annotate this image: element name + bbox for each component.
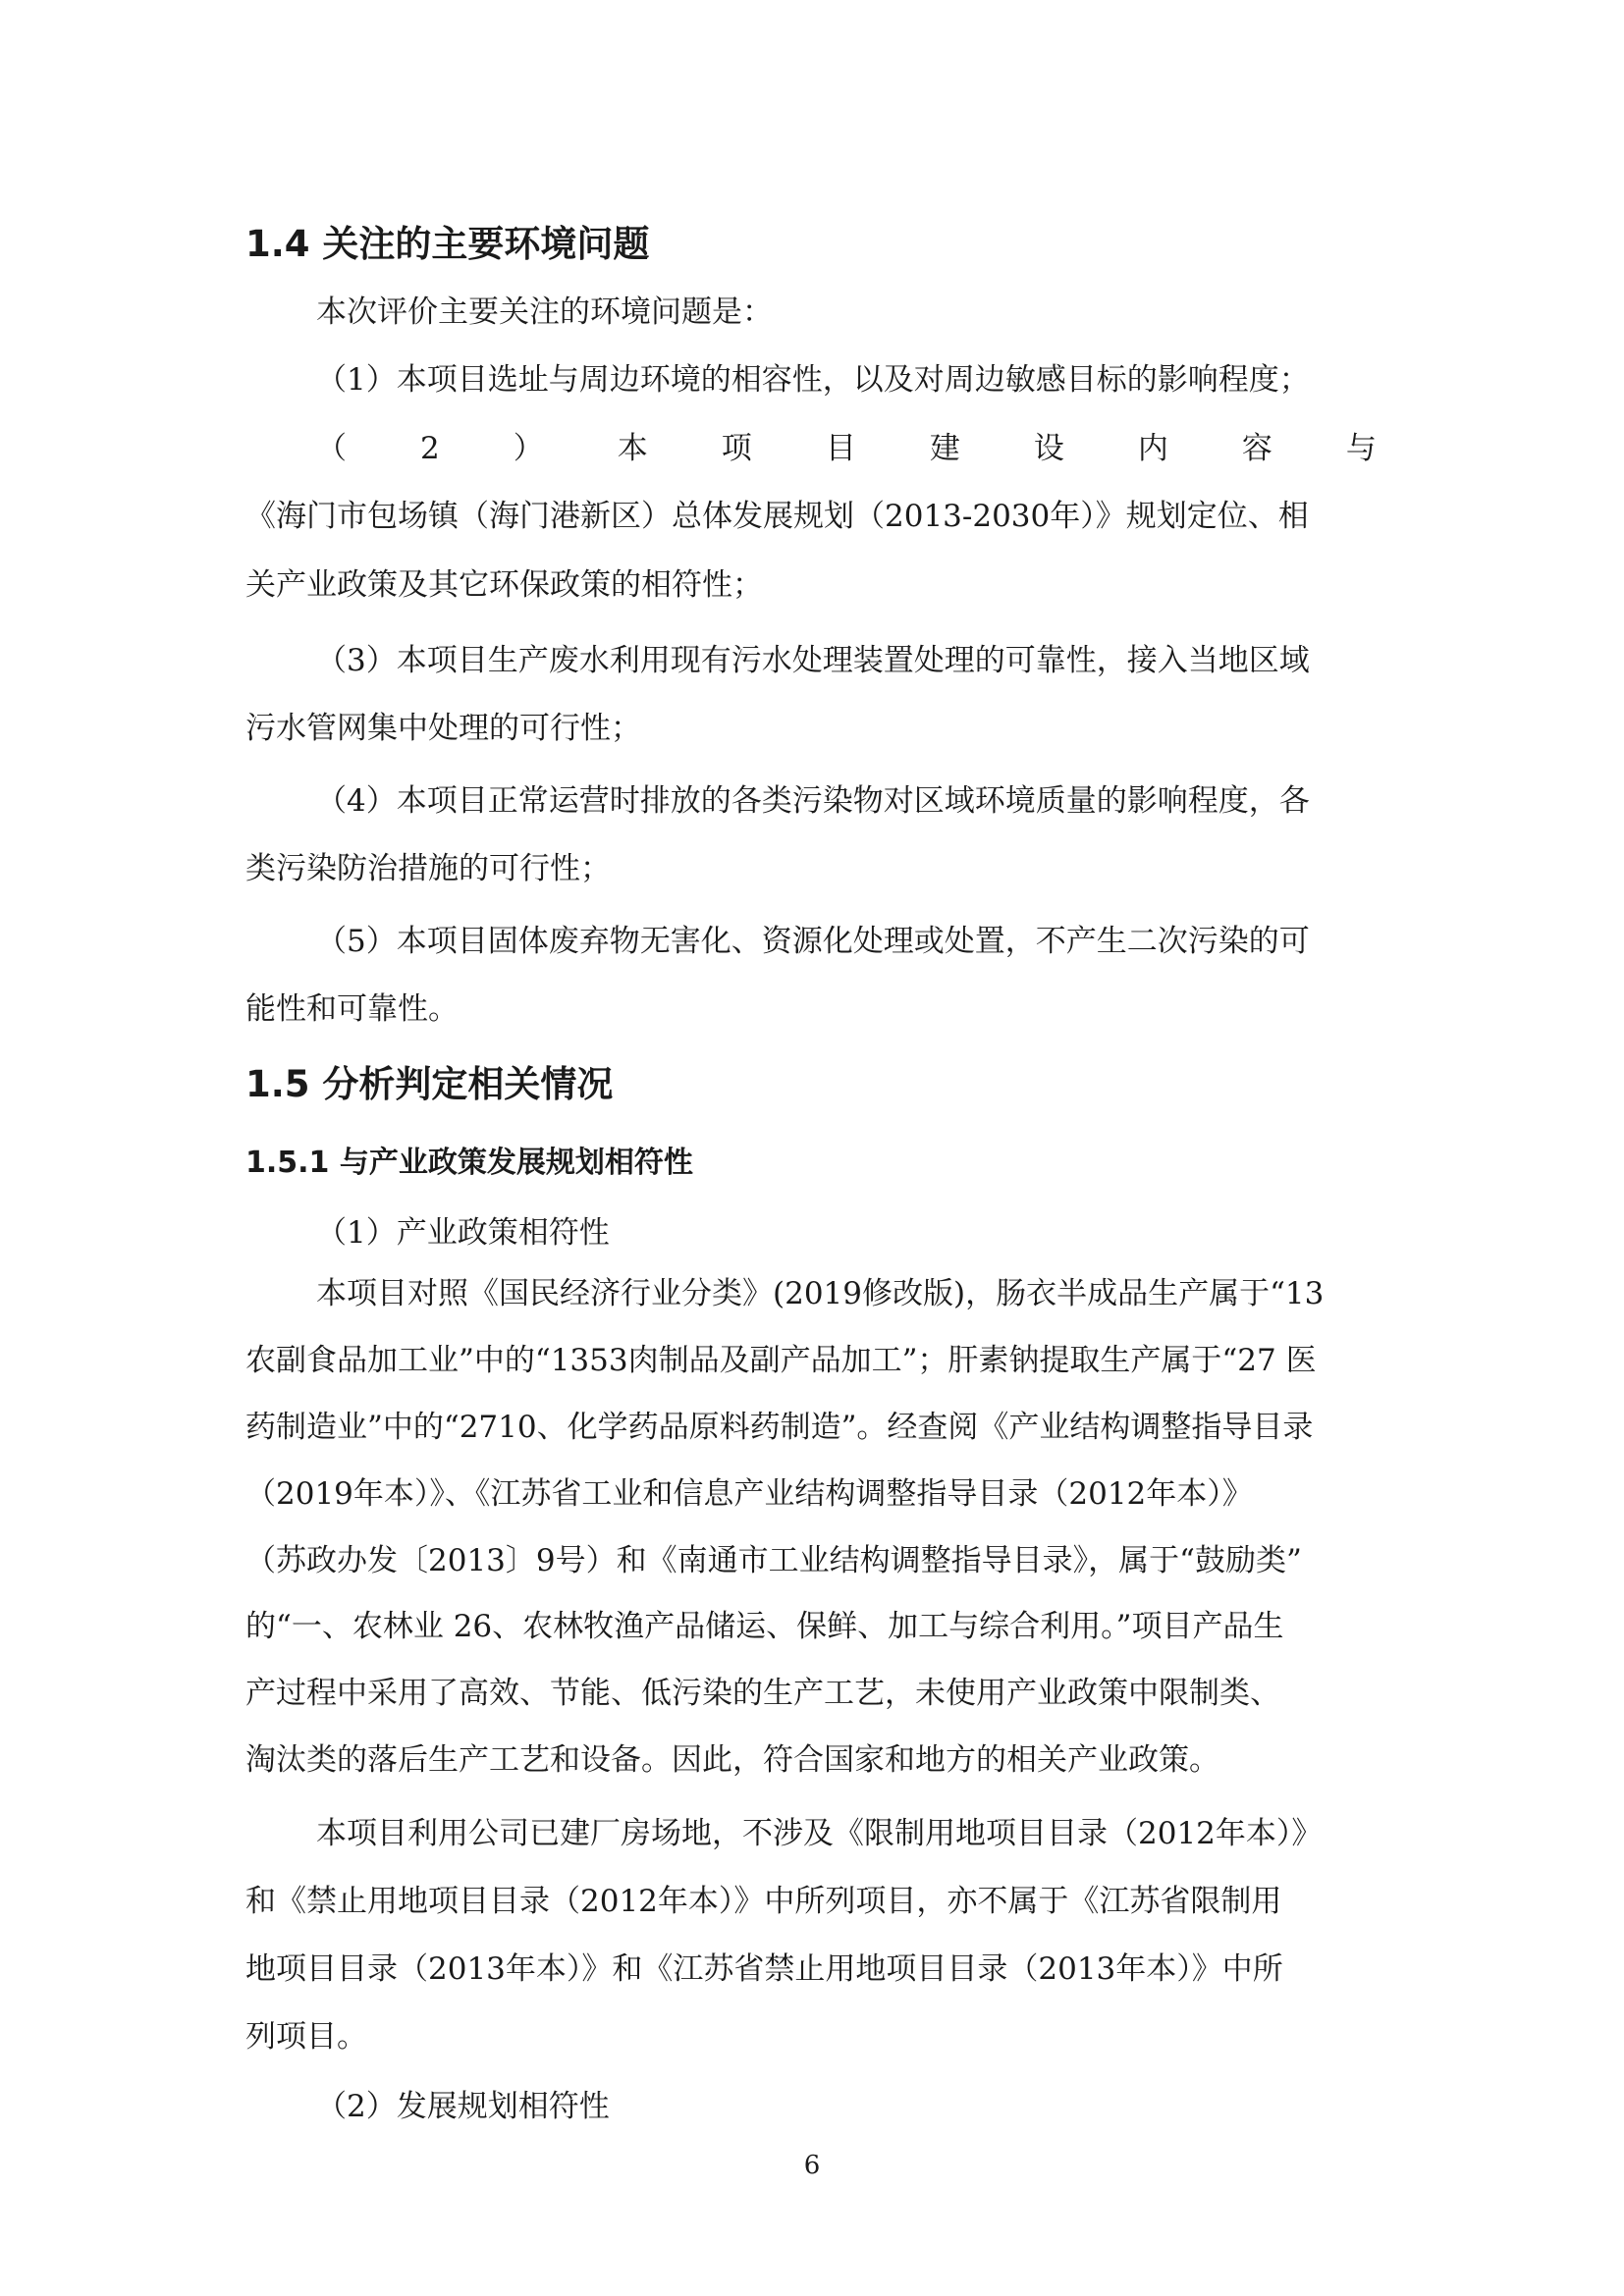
char: 容	[1241, 431, 1272, 466]
char: 本	[617, 431, 648, 466]
list-item-2-line-3: 关产业政策及其它环保政策的相符性；	[245, 567, 763, 603]
paragraph-line: 本项目对照《国民经济行业分类》(2019修改版)，肠衣半成品生产属于“13	[316, 1276, 1325, 1311]
paragraph-title-development-plan: （2）发展规划相符性	[316, 2089, 610, 2124]
list-item-5-line-2: 能性和可靠性。	[245, 991, 459, 1027]
paragraph-intro: 本次评价主要关注的环境问题是：	[316, 294, 773, 330]
paragraph-line: 地项目目录（2013年本）》和《江苏省禁止用地项目目录（2013年本）》中所	[245, 1951, 1283, 1987]
paragraph-line: 农副食品加工业”中的“1353肉制品及副产品加工”；肝素钠提取生产属于“27 医	[245, 1343, 1317, 1378]
list-item-4-line-2: 类污染防治措施的可行性；	[245, 851, 611, 886]
char: （	[316, 431, 347, 466]
paragraph-line: 的“一、农林业 26、农林牧渔产品储运、保鲜、加工与综合利用。”项目产品生	[245, 1609, 1284, 1644]
paragraph-line: 淘汰类的落后生产工艺和设备。因此，符合国家和地方的相关产业政策。	[245, 1742, 1219, 1778]
paragraph-line: 和《禁止用地项目目录（2012年本）》中所列项目，亦不属于《江苏省限制用	[245, 1884, 1282, 1919]
paragraph-line: 列项目。	[245, 2019, 367, 2055]
char: 内	[1137, 431, 1168, 466]
char: 项	[721, 431, 752, 466]
paragraph-line: （苏政办发〔2013〕9号）和《南通市工业结构调整指导目录》，属于“鼓励类”	[245, 1543, 1302, 1578]
subsection-heading-1-5-1: 1.5.1 与产业政策发展规划相符性	[245, 1146, 693, 1180]
paragraph-title-industry-policy: （1）产业政策相符性	[316, 1215, 610, 1251]
list-item-4-line-1: （4）本项目正常运营时排放的各类污染物对区域环境质量的影响程度，各	[316, 783, 1310, 819]
paragraph-line: （2019年本）》、《江苏省工业和信息产业结构调整指导目录（2012年本）》	[245, 1476, 1253, 1512]
char: 设	[1033, 431, 1064, 466]
list-item-3-line-1: （3）本项目生产废水利用现有污水处理装置处理的可靠性，接入当地区域	[316, 643, 1310, 678]
list-item-3-line-2: 污水管网集中处理的可行性；	[245, 711, 641, 746]
paragraph-line: 本项目利用公司已建厂房场地，不涉及《限制用地项目目录（2012年本）》	[316, 1816, 1323, 1851]
list-item-5-line-1: （5）本项目固体废弃物无害化、资源化处理或处置，不产生二次污染的可	[316, 924, 1310, 959]
paragraph-line: 药制造业”中的“2710、化学药品原料药制造”。经查阅《产业结构调整指导目录	[245, 1410, 1314, 1445]
char: 2	[420, 431, 440, 466]
paragraph-line: 产过程中采用了高效、节能、低污染的生产工艺，未使用产业政策中限制类、	[245, 1676, 1280, 1711]
section-heading-1-5: 1.5 分析判定相关情况	[245, 1063, 614, 1105]
section-heading-1-4: 1.4 关注的主要环境问题	[245, 223, 650, 265]
char: 目	[825, 431, 856, 466]
page-number: 6	[803, 2151, 821, 2180]
list-item-2-line-1	[316, 429, 1377, 468]
list-item-2-line-2: 《海门市包场镇（海门港新区）总体发展规划（2013-2030年）》规划定位、相	[245, 499, 1309, 534]
list-item-1: （1）本项目选址与周边环境的相容性，以及对周边敏感目标的影响程度；	[316, 362, 1310, 398]
char: 与	[1345, 431, 1377, 466]
char: ）	[513, 431, 544, 466]
char: 建	[929, 431, 960, 466]
